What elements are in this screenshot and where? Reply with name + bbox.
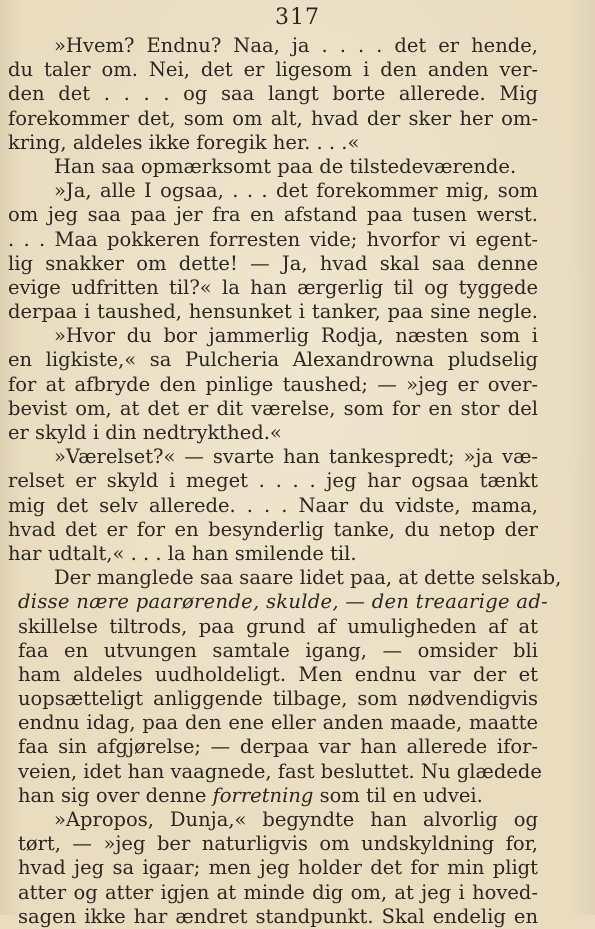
text-line: »Hvem? Endnu? Naa, ja . . . . det er hende, [54, 34, 538, 57]
text-line: hvad det er for en besynderlig tanke, du netop der [8, 517, 538, 541]
text-line: uopsætteligt anliggende tilbage, som nødvendigvis [18, 687, 538, 711]
text-line: skillelse tiltrods, paa grund af umuligheden af at [18, 614, 538, 638]
text-line: faa en utvungen samtale igang, — omsider bli [18, 638, 538, 662]
text-line: derpaa i taushed, hensunket i tanker, paa sine negle. [8, 300, 538, 324]
text-line: for at afbryde den pinlige taushed; — »jeg er over- [8, 372, 538, 396]
text-line: sagen ikke har ændret standpunkt. Skal endelig en [18, 904, 538, 928]
text-line: forekommer det, som om alt, hvad der sker her om- [8, 106, 538, 130]
text-line: mig det selv allerede. . . . Naar du vidste, mama, [8, 493, 538, 517]
page-text [8, 34, 562, 929]
text-line: Han saa opmærksomt paa de tilstedeværende. [54, 154, 517, 178]
text-line: lig snakker om dette! — Ja, hvad skal saa denne [8, 251, 538, 275]
text-line: »Værelset?« — svarte han tankespredt; »ja væ- [54, 445, 538, 469]
text-line: du taler om. Nei, det er ligesom i den anden ver- [8, 58, 538, 82]
text-line: hvad jeg sa igaar; men jeg holder det for min pligt [18, 856, 538, 880]
text-line: evige udfritten til?« la han ærgerlig til og tyggede [8, 275, 538, 299]
text-line: om jeg saa paa jer fra en afstand paa tusen werst. [8, 203, 538, 227]
text-line: en ligkiste,« sa Pulcheria Alexandrowna pludselig [8, 348, 538, 372]
text-line-start: han sig over denne [18, 783, 213, 807]
text-line: bevist om, at det er dit værelse, som for en stor del [8, 396, 538, 420]
text-line: relset er skyld i meget . . . . jeg har ogsaa tænkt [8, 469, 538, 493]
text-line: »Hvor du bor jammerlig Rodja, næsten som i [54, 324, 538, 348]
text-line: veien, idet han vaagnede, fast besluttet. Nu glædede [18, 759, 542, 783]
text-line: »Ja, alle I ogsaa, . . . det forekommer mig, som [54, 179, 538, 203]
text-line: kring, aldeles ikke foregik her. . . .« [8, 130, 360, 154]
text-line: . . . Maa pokkeren forresten vide; hvorfor vi egent- [8, 227, 538, 251]
text-line [8, 784, 538, 808]
text-line: Der manglede saa saare lidet paa, at dette selskab, [54, 566, 562, 590]
text-line: tørt, — »jeg ber naturligvis om undskyldning for, [18, 832, 538, 856]
text-line: den det . . . . og saa langt borte allerede. Mig [8, 82, 538, 106]
text-line-end: som til en udvei. [313, 783, 483, 807]
text-line: har udtalt,« . . . la han smilende til. [8, 541, 357, 565]
text-line-gothic: disse nære paarørende, skulde, — den treaarige ad- [18, 590, 548, 614]
text-line: ham aldeles uudholdeligt. Men endnu var der et [18, 662, 538, 686]
text-line: faa sin afgjørelse; — derpaa var han allerede ifor- [18, 735, 538, 759]
text-line: »Apropos, Dunja,« begyndte han alvorlig og [54, 808, 538, 831]
text-line: endnu idag, paa den ene eller anden maade, maatte [18, 711, 538, 735]
page-number: 317 [275, 5, 320, 30]
text-line: atter og atter igjen at minde dig om, at jeg i hoved- [18, 880, 538, 904]
italic-word: forretning [212, 783, 314, 807]
text-line: er skyld i din nedtrykthed.« [8, 421, 282, 444]
